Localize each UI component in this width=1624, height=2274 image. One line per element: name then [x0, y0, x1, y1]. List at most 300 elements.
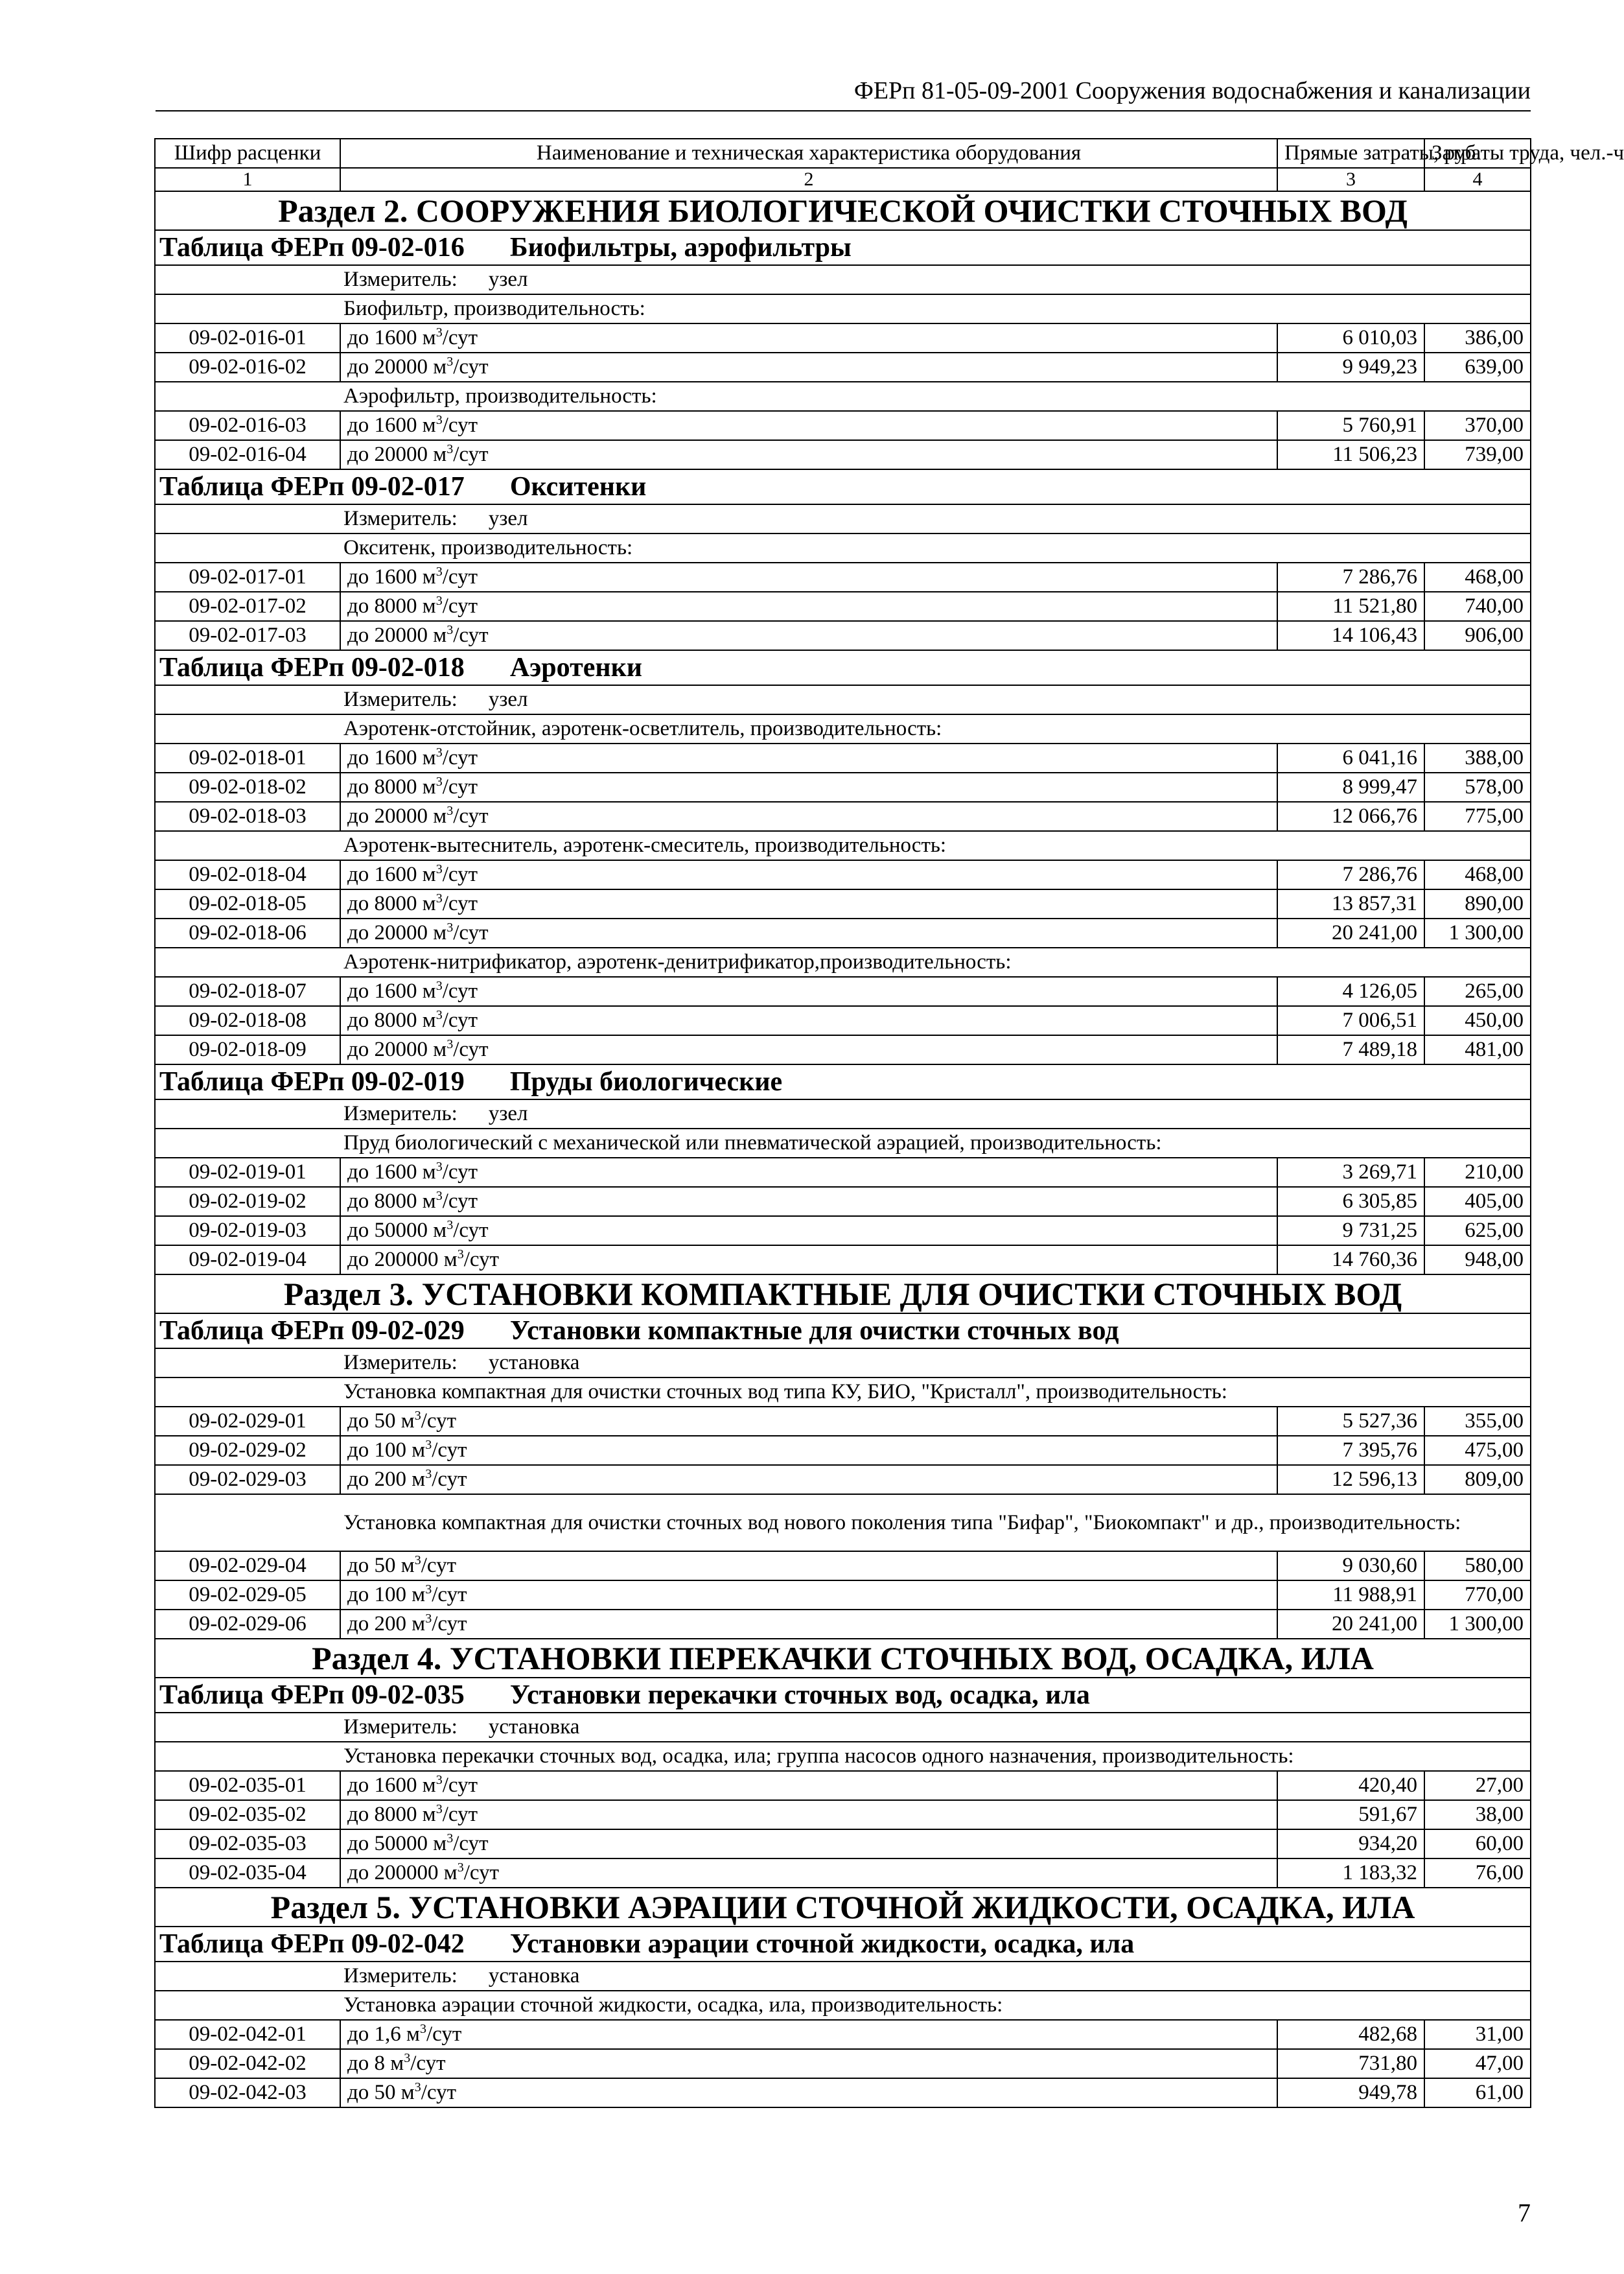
- table-row: [155, 773, 1531, 802]
- table-row: [155, 889, 1531, 919]
- unit-suffix: /сут: [442, 565, 478, 589]
- group-row: [155, 533, 1531, 563]
- labor-cost: 31,00: [1424, 2020, 1531, 2049]
- unit-exponent: 3: [447, 355, 454, 369]
- labor-cost: 47,00: [1424, 2049, 1531, 2078]
- direct-cost: 7 395,76: [1277, 1436, 1424, 1465]
- unit-exponent: 3: [435, 862, 443, 876]
- table-row: [155, 1006, 1531, 1035]
- unit-suffix: /сут: [421, 1554, 456, 1577]
- table-name: Установки аэрации сточной жидкости, осадка, ила: [509, 1929, 1135, 1959]
- unit-suffix: /сут: [432, 1438, 467, 1462]
- section-title-row: [155, 1639, 1531, 1678]
- labor-cost: 76,00: [1424, 1858, 1531, 1888]
- measure-value: узел: [488, 507, 528, 530]
- direct-cost: 9 731,25: [1277, 1216, 1424, 1245]
- group-label: Установка перекачки сточных вод, осадка, ила; группа насосов одного назначения, производительность:: [155, 1742, 1531, 1771]
- unit-suffix: /сут: [453, 921, 489, 944]
- labor-cost: 265,00: [1424, 977, 1531, 1006]
- item-name: [340, 802, 1277, 831]
- group-row: [155, 714, 1531, 744]
- rate-code: 09-02-029-01: [155, 1407, 340, 1436]
- item-name: [340, 1245, 1277, 1274]
- table-code: Таблица ФЕРп 09-02-019: [159, 1067, 465, 1097]
- capacity-text: до 20000 м: [347, 921, 447, 944]
- item-name: [340, 1771, 1277, 1800]
- item-name: [340, 1580, 1277, 1610]
- section-title-row: [155, 1888, 1531, 1927]
- direct-cost: 6 041,16: [1277, 744, 1424, 773]
- table-row: [155, 802, 1531, 831]
- direct-cost: 6 010,03: [1277, 323, 1424, 353]
- table-row: [155, 1035, 1531, 1064]
- unit-exponent: 3: [435, 891, 443, 906]
- rate-code: 09-02-018-09: [155, 1035, 340, 1064]
- direct-cost: 420,40: [1277, 1771, 1424, 1800]
- measure-row: [155, 685, 1531, 714]
- rate-code: 09-02-019-01: [155, 1158, 340, 1187]
- rate-code: 09-02-035-03: [155, 1829, 340, 1858]
- item-name: [340, 1158, 1277, 1187]
- direct-cost: 14 760,36: [1277, 1245, 1424, 1274]
- section-title-row: [155, 191, 1531, 230]
- labor-cost: 740,00: [1424, 592, 1531, 621]
- table-title-row: [155, 230, 1531, 265]
- direct-cost: 7 006,51: [1277, 1006, 1424, 1035]
- labor-cost: 475,00: [1424, 1436, 1531, 1465]
- unit-suffix: /сут: [463, 1861, 499, 1884]
- table-header-row: [155, 139, 1531, 168]
- labor-cost: 775,00: [1424, 802, 1531, 831]
- rate-code: 09-02-042-01: [155, 2020, 340, 2049]
- capacity-text: до 1600 м: [347, 1774, 436, 1797]
- unit-suffix: /сут: [453, 1832, 489, 1855]
- table-row: [155, 1610, 1531, 1639]
- table-title-row: [155, 1313, 1531, 1348]
- capacity-text: до 1600 м: [347, 565, 436, 589]
- table-row: [155, 1771, 1531, 1800]
- capacity-text: до 1600 м: [347, 1160, 436, 1184]
- header-labor: Затраты труда, чел.-ч: [1424, 139, 1531, 168]
- table-name: Установки компактные для очистки сточных вод: [509, 1316, 1119, 1346]
- table-code: Таблица ФЕРп 09-02-016: [159, 233, 465, 263]
- capacity-text: до 20000 м: [347, 624, 447, 647]
- rate-code: 09-02-019-03: [155, 1216, 340, 1245]
- group-row: [155, 1991, 1531, 2020]
- table-code: Таблица ФЕРп 09-02-042: [159, 1929, 465, 1959]
- capacity-text: до 1,6 м: [347, 2022, 420, 2046]
- rate-code: 09-02-016-04: [155, 440, 340, 469]
- capacity-text: до 20000 м: [347, 443, 447, 466]
- item-name: [340, 1465, 1277, 1494]
- unit-exponent: 3: [425, 1582, 432, 1597]
- item-name: [340, 1800, 1277, 1829]
- item-name: [340, 744, 1277, 773]
- table-row: [155, 919, 1531, 948]
- unit-exponent: 3: [435, 1802, 443, 1816]
- group-label: Установка аэрации сточной жидкости, осадка, ила, производительность:: [155, 1991, 1531, 2020]
- rate-code: 09-02-035-02: [155, 1800, 340, 1829]
- measure-label: Измеритель:: [343, 1351, 458, 1374]
- rate-code: 09-02-029-06: [155, 1610, 340, 1639]
- table-row: [155, 1465, 1531, 1494]
- labor-cost: 481,00: [1424, 1035, 1531, 1064]
- table-row: [155, 1580, 1531, 1610]
- unit-suffix: /сут: [442, 1160, 478, 1184]
- table-row: [155, 1551, 1531, 1580]
- section-title: Раздел 4. УСТАНОВКИ ПЕРЕКАЧКИ СТОЧНЫХ ВОД, ОСАДКА, ИЛА: [155, 1639, 1531, 1678]
- table-row: [155, 860, 1531, 889]
- item-name: [340, 323, 1277, 353]
- direct-cost: 11 506,23: [1277, 440, 1424, 469]
- labor-cost: 450,00: [1424, 1006, 1531, 1035]
- table-code: Таблица ФЕРп 09-02-017: [159, 472, 465, 502]
- unit-suffix: /сут: [442, 1803, 478, 1826]
- measure-label: Измеритель:: [343, 1964, 458, 1987]
- unit-exponent: 3: [447, 804, 454, 818]
- labor-cost: 809,00: [1424, 1465, 1531, 1494]
- rate-code: 09-02-016-02: [155, 353, 340, 382]
- capacity-text: до 50 м: [347, 1554, 415, 1577]
- measure-value: установка: [488, 1715, 580, 1739]
- direct-cost: 12 066,76: [1277, 802, 1424, 831]
- item-name: [340, 919, 1277, 948]
- labor-cost: 355,00: [1424, 1407, 1531, 1436]
- unit-exponent: 3: [435, 979, 443, 993]
- measure-row: [155, 1099, 1531, 1129]
- direct-cost: 20 241,00: [1277, 919, 1424, 948]
- direct-cost: 12 596,13: [1277, 1465, 1424, 1494]
- table-row: [155, 1858, 1531, 1888]
- capacity-text: до 1600 м: [347, 746, 436, 769]
- table-code: Таблица ФЕРп 09-02-018: [159, 653, 465, 683]
- column-numbers-row: [155, 168, 1531, 191]
- group-label: Аэротенк-отстойник, аэротенк-осветлитель, производительность:: [155, 714, 1531, 744]
- header-name: Наименование и техническая характеристика оборудования: [340, 139, 1277, 168]
- table-row: [155, 1800, 1531, 1829]
- unit-suffix: /сут: [442, 326, 478, 349]
- capacity-text: до 8000 м: [347, 775, 436, 799]
- measure-row: [155, 504, 1531, 533]
- labor-cost: 1 300,00: [1424, 919, 1531, 948]
- capacity-text: до 200000 м: [347, 1248, 458, 1271]
- table-row: [155, 1829, 1531, 1858]
- table-row: [155, 2020, 1531, 2049]
- measure-row: [155, 1962, 1531, 1991]
- rate-code: 09-02-018-02: [155, 773, 340, 802]
- unit-exponent: 3: [435, 413, 443, 427]
- unit-suffix: /сут: [453, 1219, 489, 1242]
- labor-cost: 625,00: [1424, 1216, 1531, 1245]
- table-row: [155, 1407, 1531, 1436]
- unit-exponent: 3: [419, 2022, 426, 2036]
- direct-cost: 13 857,31: [1277, 889, 1424, 919]
- item-name: [340, 440, 1277, 469]
- rate-code: 09-02-018-07: [155, 977, 340, 1006]
- table-row: [155, 1158, 1531, 1187]
- unit-exponent: 3: [435, 325, 443, 340]
- unit-suffix: /сут: [442, 746, 478, 769]
- table-row: [155, 977, 1531, 1006]
- group-row: [155, 382, 1531, 411]
- rate-code: 09-02-029-04: [155, 1551, 340, 1580]
- measure-value: установка: [488, 1964, 580, 1987]
- labor-cost: 770,00: [1424, 1580, 1531, 1610]
- item-name: [340, 1035, 1277, 1064]
- item-name: [340, 592, 1277, 621]
- table-code: Таблица ФЕРп 09-02-035: [159, 1680, 465, 1710]
- direct-cost: 8 999,47: [1277, 773, 1424, 802]
- measure-label: Измеритель:: [343, 1715, 458, 1739]
- unit-exponent: 3: [435, 775, 443, 789]
- labor-cost: 948,00: [1424, 1245, 1531, 1274]
- labor-cost: 61,00: [1424, 2078, 1531, 2107]
- item-name: [340, 860, 1277, 889]
- unit-suffix: /сут: [453, 443, 489, 466]
- item-name: [340, 1551, 1277, 1580]
- header-code: Шифр расценки: [155, 139, 340, 168]
- running-header: ФЕРп 81-05-09-2001 Сооружения водоснабжения и канализации: [156, 73, 1531, 111]
- header-cost: Прямые затраты, руб.: [1277, 139, 1424, 168]
- capacity-text: до 200 м: [347, 1468, 426, 1491]
- labor-cost: 386,00: [1424, 323, 1531, 353]
- table-row: [155, 2049, 1531, 2078]
- unit-exponent: 3: [447, 1037, 454, 1051]
- table-row: [155, 411, 1531, 440]
- group-label: Аэрофильтр, производительность:: [155, 382, 1531, 411]
- direct-cost: 949,78: [1277, 2078, 1424, 2107]
- unit-exponent: 3: [447, 1831, 454, 1846]
- group-label: Биофильтр, производительность:: [155, 294, 1531, 323]
- item-name: [340, 977, 1277, 1006]
- unit-suffix: /сут: [442, 979, 478, 1003]
- measure-value: узел: [488, 1102, 528, 1125]
- item-name: [340, 1610, 1277, 1639]
- table-row: [155, 2078, 1531, 2107]
- capacity-text: до 8000 м: [347, 1803, 436, 1826]
- capacity-text: до 20000 м: [347, 804, 447, 828]
- labor-cost: 890,00: [1424, 889, 1531, 919]
- rate-code: 09-02-042-03: [155, 2078, 340, 2107]
- unit-suffix: /сут: [426, 2022, 462, 2046]
- section-title-row: [155, 1274, 1531, 1313]
- unit-exponent: 3: [435, 1160, 443, 1174]
- labor-cost: 210,00: [1424, 1158, 1531, 1187]
- unit-suffix: /сут: [442, 892, 478, 915]
- direct-cost: 5 527,36: [1277, 1407, 1424, 1436]
- table-body: [155, 191, 1531, 2107]
- direct-cost: 11 988,91: [1277, 1580, 1424, 1610]
- unit-suffix: /сут: [442, 1774, 478, 1797]
- unit-exponent: 3: [435, 1773, 443, 1787]
- capacity-text: до 50 м: [347, 1409, 415, 1433]
- unit-exponent: 3: [457, 1247, 464, 1261]
- column-number: 2: [340, 168, 1277, 191]
- table-name: Установки перекачки сточных вод, осадка, ила: [509, 1680, 1090, 1710]
- section-title: Раздел 5. УСТАНОВКИ АЭРАЦИИ СТОЧНОЙ ЖИДКОСТИ, ОСАДКА, ИЛА: [155, 1888, 1531, 1927]
- rate-code: 09-02-016-01: [155, 323, 340, 353]
- labor-cost: 60,00: [1424, 1829, 1531, 1858]
- unit-exponent: 3: [425, 1438, 432, 1452]
- direct-cost: 3 269,71: [1277, 1158, 1424, 1187]
- rate-code: 09-02-017-01: [155, 563, 340, 592]
- table-name: Окситенки: [509, 472, 647, 502]
- direct-cost: 7 286,76: [1277, 860, 1424, 889]
- labor-cost: 27,00: [1424, 1771, 1531, 1800]
- labor-cost: 468,00: [1424, 860, 1531, 889]
- item-name: [340, 1006, 1277, 1035]
- rate-code: 09-02-018-06: [155, 919, 340, 948]
- labor-cost: 38,00: [1424, 1800, 1531, 1829]
- direct-cost: 14 106,43: [1277, 621, 1424, 650]
- capacity-text: до 50 м: [347, 2081, 415, 2104]
- item-name: [340, 621, 1277, 650]
- unit-suffix: /сут: [432, 1612, 467, 1635]
- unit-suffix: /сут: [442, 1190, 478, 1213]
- column-number: 4: [1424, 168, 1531, 191]
- direct-cost: 482,68: [1277, 2020, 1424, 2049]
- unit-exponent: 3: [447, 623, 454, 637]
- group-row: [155, 831, 1531, 860]
- rate-code: 09-02-029-03: [155, 1465, 340, 1494]
- group-label: Установка компактная для очистки сточных вод нового поколения типа "Бифар", "Биокомпакт" и др., производительность:: [155, 1494, 1531, 1551]
- capacity-text: до 50000 м: [347, 1832, 447, 1855]
- unit-exponent: 3: [447, 442, 454, 456]
- column-number: 1: [155, 168, 340, 191]
- item-name: [340, 563, 1277, 592]
- capacity-text: до 1600 м: [347, 979, 436, 1003]
- item-name: [340, 2049, 1277, 2078]
- unit-suffix: /сут: [421, 1409, 456, 1433]
- group-label: Пруд биологический с механической или пневматической аэрацией, производительность:: [155, 1129, 1531, 1158]
- table-title-row: [155, 1927, 1531, 1962]
- direct-cost: 5 760,91: [1277, 411, 1424, 440]
- item-name: [340, 2078, 1277, 2107]
- group-row: [155, 948, 1531, 977]
- page-number: 7: [1518, 2198, 1531, 2227]
- item-name: [340, 889, 1277, 919]
- item-name: [340, 1858, 1277, 1888]
- rate-code: 09-02-018-04: [155, 860, 340, 889]
- item-name: [340, 1829, 1277, 1858]
- unit-exponent: 3: [404, 2051, 411, 2065]
- table-title-row: [155, 1064, 1531, 1099]
- capacity-text: до 20000 м: [347, 1038, 447, 1061]
- rate-code: 09-02-018-01: [155, 744, 340, 773]
- unit-exponent: 3: [435, 565, 443, 579]
- direct-cost: 934,20: [1277, 1829, 1424, 1858]
- column-number: 3: [1277, 168, 1424, 191]
- item-name: [340, 1216, 1277, 1245]
- direct-cost: 731,80: [1277, 2049, 1424, 2078]
- item-name: [340, 411, 1277, 440]
- rate-code: 09-02-029-05: [155, 1580, 340, 1610]
- unit-exponent: 3: [435, 1189, 443, 1203]
- unit-exponent: 3: [425, 1612, 432, 1626]
- table-title-row: [155, 650, 1531, 685]
- direct-cost: 9 030,60: [1277, 1551, 1424, 1580]
- table-code: Таблица ФЕРп 09-02-029: [159, 1316, 465, 1346]
- capacity-text: до 1600 м: [347, 326, 436, 349]
- unit-suffix: /сут: [453, 1038, 489, 1061]
- rate-code: 09-02-016-03: [155, 411, 340, 440]
- unit-suffix: /сут: [410, 2052, 446, 2075]
- labor-cost: 468,00: [1424, 563, 1531, 592]
- capacity-text: до 8000 м: [347, 1009, 436, 1032]
- table-name: Биофильтры, аэрофильтры: [509, 233, 852, 263]
- measure-label: Измеритель:: [343, 268, 458, 291]
- unit-exponent: 3: [447, 920, 454, 935]
- rate-code: 09-02-017-02: [155, 592, 340, 621]
- table-row: [155, 621, 1531, 650]
- table-row: [155, 440, 1531, 469]
- unit-suffix: /сут: [442, 414, 478, 437]
- capacity-text: до 1600 м: [347, 863, 436, 886]
- unit-exponent: 3: [425, 1467, 432, 1481]
- unit-exponent: 3: [435, 594, 443, 608]
- table-row: [155, 563, 1531, 592]
- table-row: [155, 592, 1531, 621]
- measure-label: Измеритель:: [343, 507, 458, 530]
- unit-exponent: 3: [457, 1860, 464, 1875]
- direct-cost: 9 949,23: [1277, 353, 1424, 382]
- group-row: [155, 1377, 1531, 1407]
- unit-suffix: /сут: [442, 775, 478, 799]
- rate-code: 09-02-019-02: [155, 1187, 340, 1216]
- direct-cost: 591,67: [1277, 1800, 1424, 1829]
- unit-suffix: /сут: [421, 2081, 456, 2104]
- item-name: [340, 353, 1277, 382]
- capacity-text: до 8000 м: [347, 594, 436, 618]
- table-title-row: [155, 469, 1531, 504]
- table-row: [155, 744, 1531, 773]
- table-row: [155, 1245, 1531, 1274]
- capacity-text: до 100 м: [347, 1438, 426, 1462]
- table-row: [155, 323, 1531, 353]
- direct-cost: 7 489,18: [1277, 1035, 1424, 1064]
- group-row: [155, 1494, 1531, 1551]
- unit-suffix: /сут: [432, 1468, 467, 1491]
- capacity-text: до 200 м: [347, 1612, 426, 1635]
- measure-value: установка: [488, 1351, 580, 1374]
- rate-code: 09-02-018-08: [155, 1006, 340, 1035]
- table-row: [155, 1187, 1531, 1216]
- unit-exponent: 3: [414, 2080, 421, 2094]
- rate-code: 09-02-029-02: [155, 1436, 340, 1465]
- item-name: [340, 2020, 1277, 2049]
- group-row: [155, 1742, 1531, 1771]
- unit-suffix: /сут: [432, 1583, 467, 1606]
- unit-exponent: 3: [414, 1409, 421, 1423]
- unit-exponent: 3: [447, 1218, 454, 1232]
- labor-cost: 1 300,00: [1424, 1610, 1531, 1639]
- rate-code: 09-02-035-04: [155, 1858, 340, 1888]
- unit-exponent: 3: [435, 745, 443, 760]
- unit-suffix: /сут: [442, 1009, 478, 1032]
- measure-value: узел: [488, 688, 528, 711]
- labor-cost: 370,00: [1424, 411, 1531, 440]
- labor-cost: 405,00: [1424, 1187, 1531, 1216]
- direct-cost: 4 126,05: [1277, 977, 1424, 1006]
- capacity-text: до 20000 м: [347, 355, 447, 379]
- item-name: [340, 1187, 1277, 1216]
- rate-code: 09-02-018-03: [155, 802, 340, 831]
- measure-row: [155, 265, 1531, 294]
- labor-cost: 739,00: [1424, 440, 1531, 469]
- capacity-text: до 200000 м: [347, 1861, 458, 1884]
- section-title: Раздел 3. УСТАНОВКИ КОМПАКТНЫЕ ДЛЯ ОЧИСТКИ СТОЧНЫХ ВОД: [155, 1274, 1531, 1313]
- group-label: Аэротенк-вытеснитель, аэротенк-смеситель, производительность:: [155, 831, 1531, 860]
